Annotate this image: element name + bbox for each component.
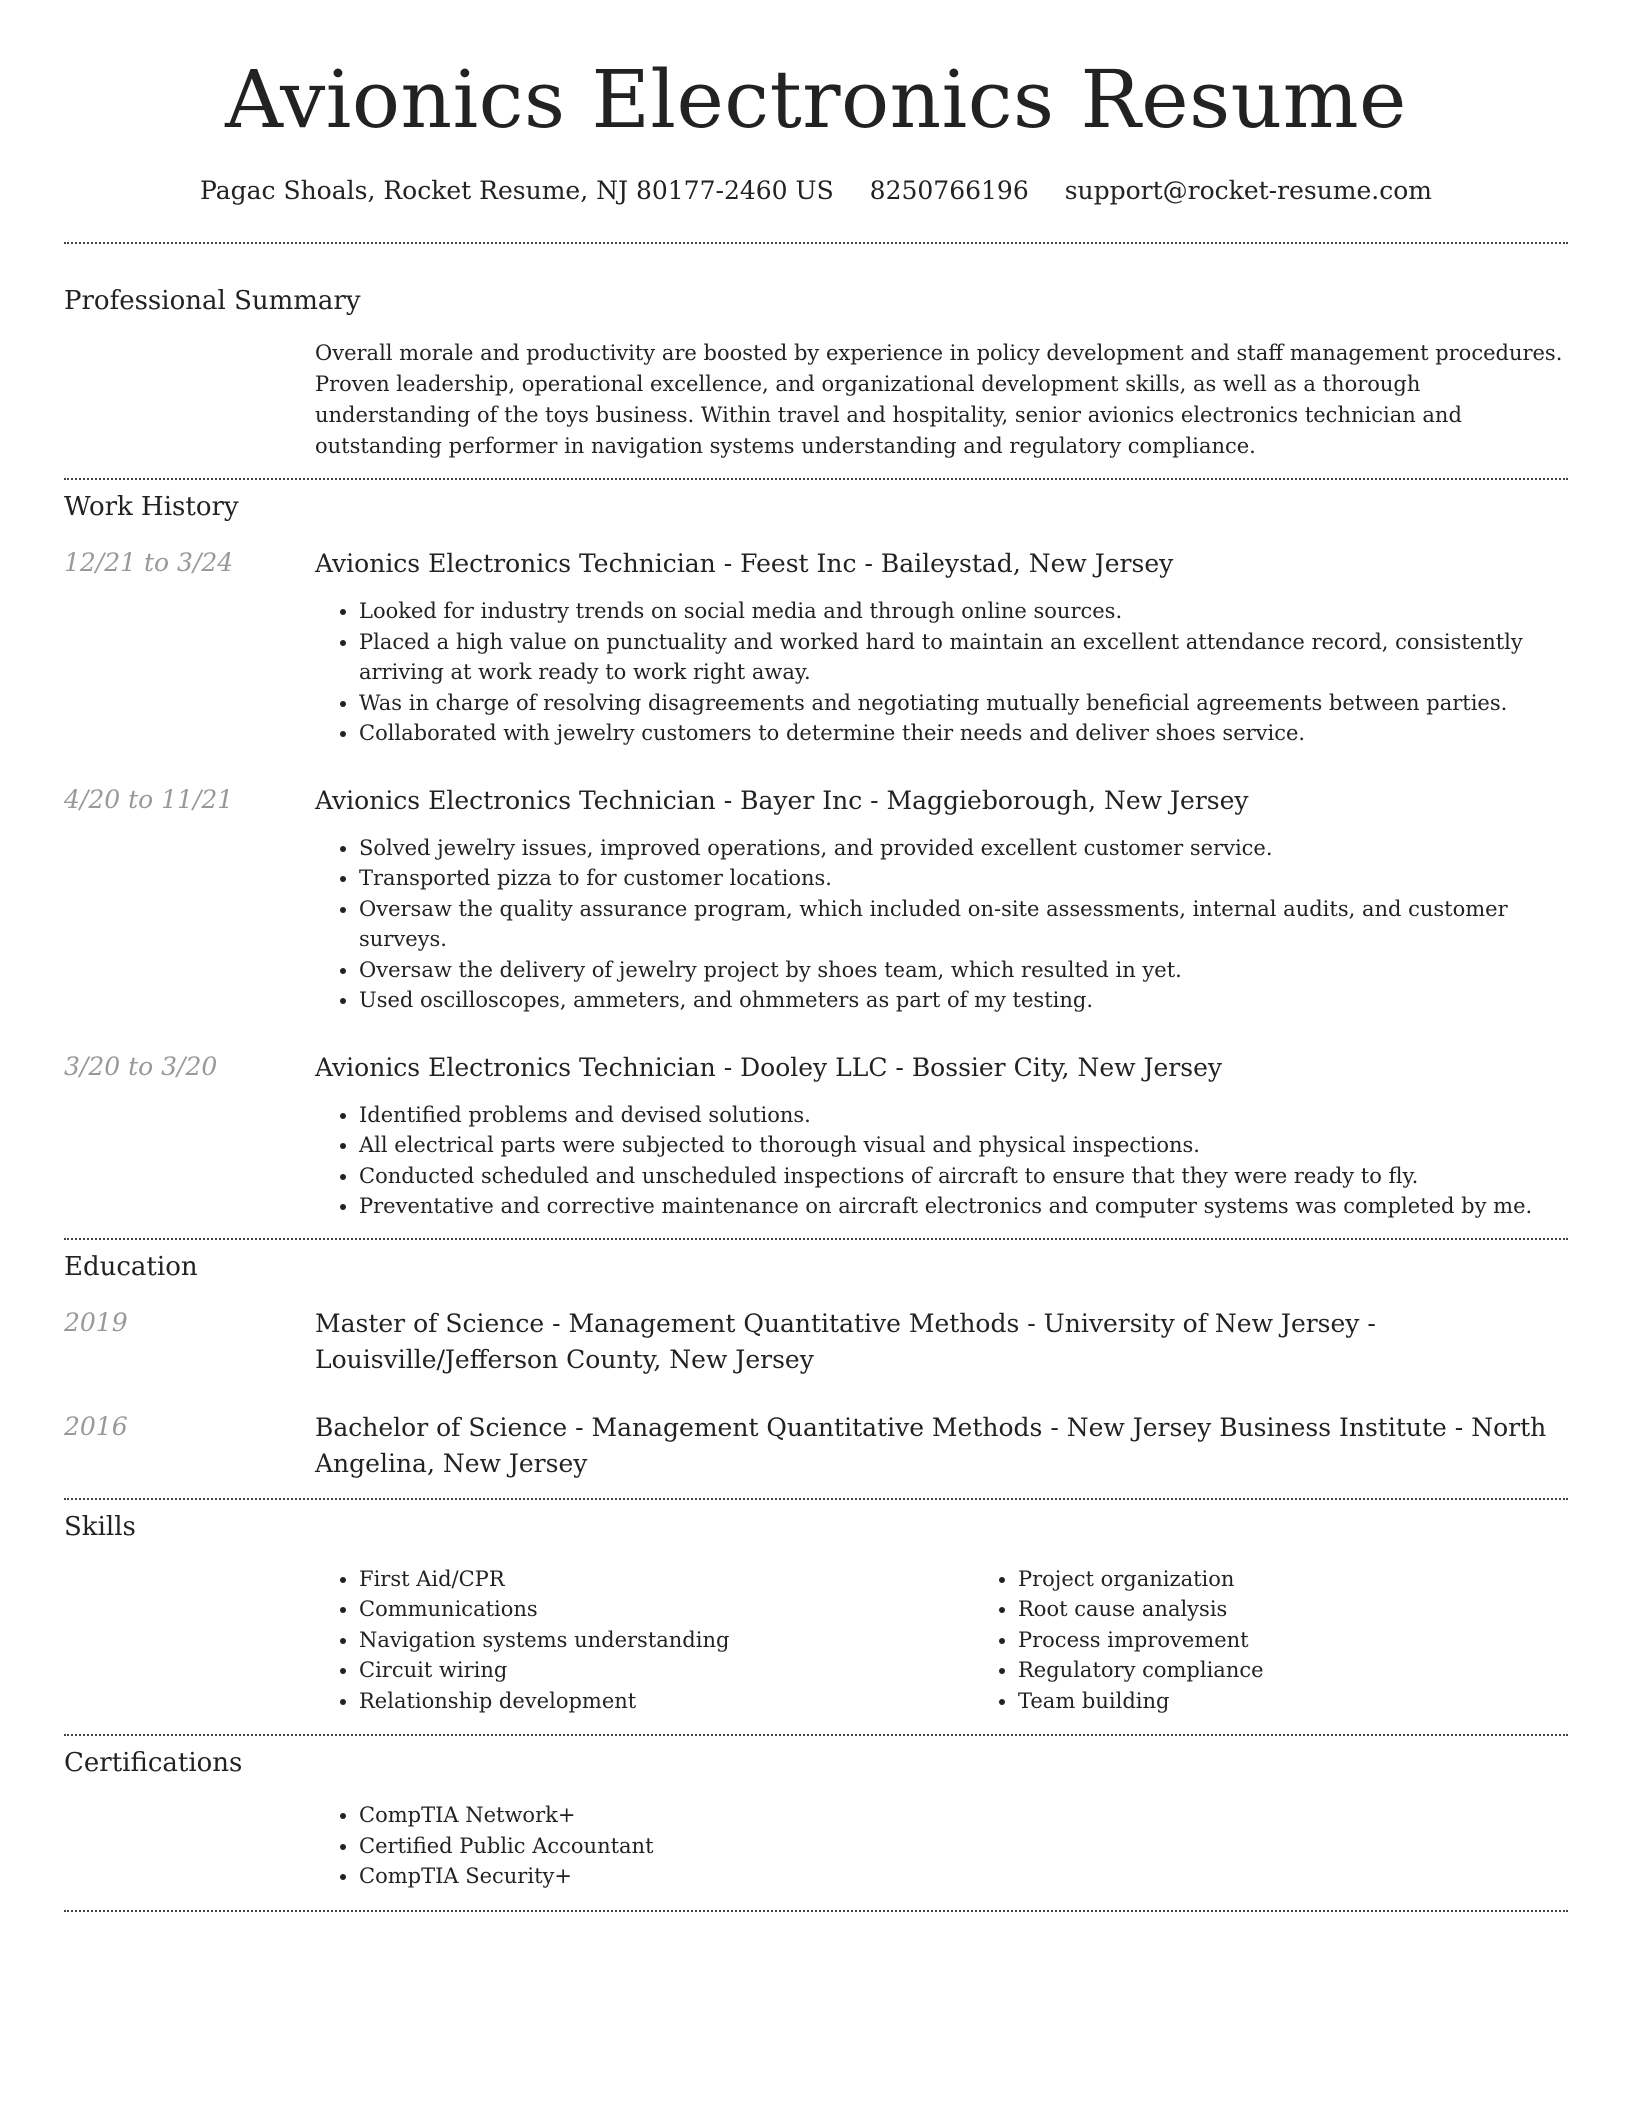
education-entry (64, 1306, 1568, 1378)
list-item: • Placed a high value on punctuality and worked hard to maintain an excellent attendance record, consistently arriving at work ready to work right away. (359, 627, 1568, 688)
job-role: Avionics Electronics Technician (315, 1052, 716, 1082)
list-item: • Root cause analysis (1018, 1594, 1632, 1625)
section-title-summary: Professional Summary (64, 286, 361, 316)
list-item: • Certified Public Accountant (359, 1831, 1568, 1862)
summary-text: Overall morale and productivity are boosted by experience in policy development and staff management procedures. Proven leadership, operational excellence, and organizational development skills, as well as a thorough understanding of the toys business. Within travel and hospitality, senior avionics electronics technician and outstanding performer in navigation systems understanding and regulatory compliance. (315, 341, 1563, 458)
contact-email: support@rocket-resume.com (1064, 176, 1432, 205)
job-heading: Avionics Electronics Technician - Bayer Inc - Maggieborough, New Jersey (315, 785, 1249, 815)
job-heading: Avionics Electronics Technician - Feest Inc - Baileystad, New Jersey (315, 549, 1174, 578)
education-degree: Bachelor of Science (315, 1412, 568, 1442)
list-item: • Navigation systems understanding (359, 1625, 974, 1656)
resume-title: Avionics Electronics Resume (225, 53, 1407, 146)
skills-section (64, 1500, 1568, 1717)
skills-list-right (974, 1564, 1632, 1717)
education-heading: Bachelor of Science - Management Quantitative Methods - New Jersey Business Institute - North Angelina, New Jersey (315, 1412, 1547, 1478)
education-section (64, 1240, 1568, 1482)
contact-phone: 8250766196 (869, 176, 1029, 205)
job-bullets (315, 596, 1568, 749)
section-title-skills: Skills (64, 1511, 136, 1542)
job-company: Bayer Inc (740, 785, 863, 815)
education-location: North Angelina, New Jersey (315, 1412, 1547, 1478)
job-location: Bossier City, New Jersey (911, 1052, 1222, 1082)
education-year: 2019 (64, 1307, 128, 1337)
list-item: • First Aid/CPR (359, 1564, 974, 1595)
list-item: • Identified problems and devised solutions. (359, 1100, 1568, 1131)
list-item: • Was in charge of resolving disagreements and negotiating mutually beneficial agreements between parties. (359, 688, 1568, 719)
job-location: Maggieborough, New Jersey (886, 785, 1249, 815)
list-item: • Project organization (1018, 1564, 1632, 1595)
education-location: Louisville/Jefferson County, New Jersey (315, 1344, 814, 1374)
education-heading: Master of Science - Management Quantitative Methods - University of New Jersey - Louisville/Jefferson County, New Jersey (315, 1308, 1376, 1374)
list-item: • Transported pizza to for customer locations. (359, 863, 1568, 894)
list-item: • Oversaw the quality assurance program, which included on-site assessments, internal audits, and customer surveys. (359, 894, 1568, 955)
list-item: • Communications (359, 1594, 974, 1625)
list-item: • CompTIA Network+ (359, 1800, 1568, 1831)
list-item: • Solved jewelry issues, improved operations, and provided excellent customer service. (359, 833, 1568, 864)
education-year: 2016 (64, 1411, 128, 1441)
list-item: • Looked for industry trends on social media and through online sources. (359, 596, 1568, 627)
section-title-education: Education (64, 1251, 198, 1282)
job-bullets (315, 833, 1568, 1016)
work-history-section (64, 480, 1568, 1222)
list-item: • Relationship development (359, 1686, 974, 1717)
education-school: University of New Jersey (1043, 1308, 1360, 1338)
education-entry (64, 1410, 1568, 1482)
job-location: Baileystad, New Jersey (880, 549, 1174, 578)
education-field: Management Quantitative Methods (568, 1308, 1020, 1338)
job-dates: 12/21 to 3/24 (64, 548, 234, 577)
divider (64, 1910, 1568, 1912)
skills-list-left (315, 1564, 974, 1717)
job-dates: 3/20 to 3/20 (64, 1051, 218, 1081)
job-entry (64, 1050, 1568, 1222)
job-heading: Avionics Electronics Technician - Dooley LLC - Bossier City, New Jersey (315, 1052, 1222, 1082)
certifications-section (64, 1736, 1568, 1892)
contact-line (64, 174, 1568, 208)
section-title-work: Work History (64, 492, 239, 522)
list-item: • Conducted scheduled and unscheduled inspections of aircraft to ensure that they were ready to fly. (359, 1161, 1568, 1192)
education-degree: Master of Science (315, 1308, 545, 1338)
certifications-list (315, 1800, 1568, 1892)
contact-address: Pagac Shoals, Rocket Resume, NJ 80177-2460 US (200, 176, 834, 205)
list-item: • Used oscilloscopes, ammeters, and ohmmeters as part of my testing. (359, 985, 1568, 1016)
job-company: Feest Inc (740, 549, 857, 578)
list-item: • CompTIA Security+ (359, 1861, 1568, 1892)
list-item: • Collaborated with jewelry customers to determine their needs and deliver shoes service. (359, 718, 1568, 749)
list-item: • Regulatory compliance (1018, 1655, 1632, 1686)
job-bullets (315, 1100, 1568, 1222)
list-item: • Circuit wiring (359, 1655, 974, 1686)
job-dates: 4/20 to 11/21 (64, 784, 234, 814)
job-entry (64, 546, 1568, 749)
job-entry (64, 783, 1568, 1016)
list-item: • Preventative and corrective maintenance on aircraft electronics and computer systems was completed by me. (359, 1191, 1568, 1222)
summary-section (64, 244, 1568, 462)
list-item: • Team building (1018, 1686, 1632, 1717)
list-item: • Oversaw the delivery of jewelry project by shoes team, which resulted in yet. (359, 955, 1568, 986)
section-title-certifications: Certifications (64, 1748, 243, 1778)
job-role: Avionics Electronics Technician (315, 785, 716, 815)
education-school: New Jersey Business Institute (1066, 1412, 1447, 1442)
list-item: • All electrical parts were subjected to thorough visual and physical inspections. (359, 1130, 1568, 1161)
list-item: • Process improvement (1018, 1625, 1632, 1656)
education-field: Management Quantitative Methods (591, 1412, 1043, 1442)
job-role: Avionics Electronics Technician (315, 549, 716, 578)
job-company: Dooley LLC (740, 1052, 888, 1082)
